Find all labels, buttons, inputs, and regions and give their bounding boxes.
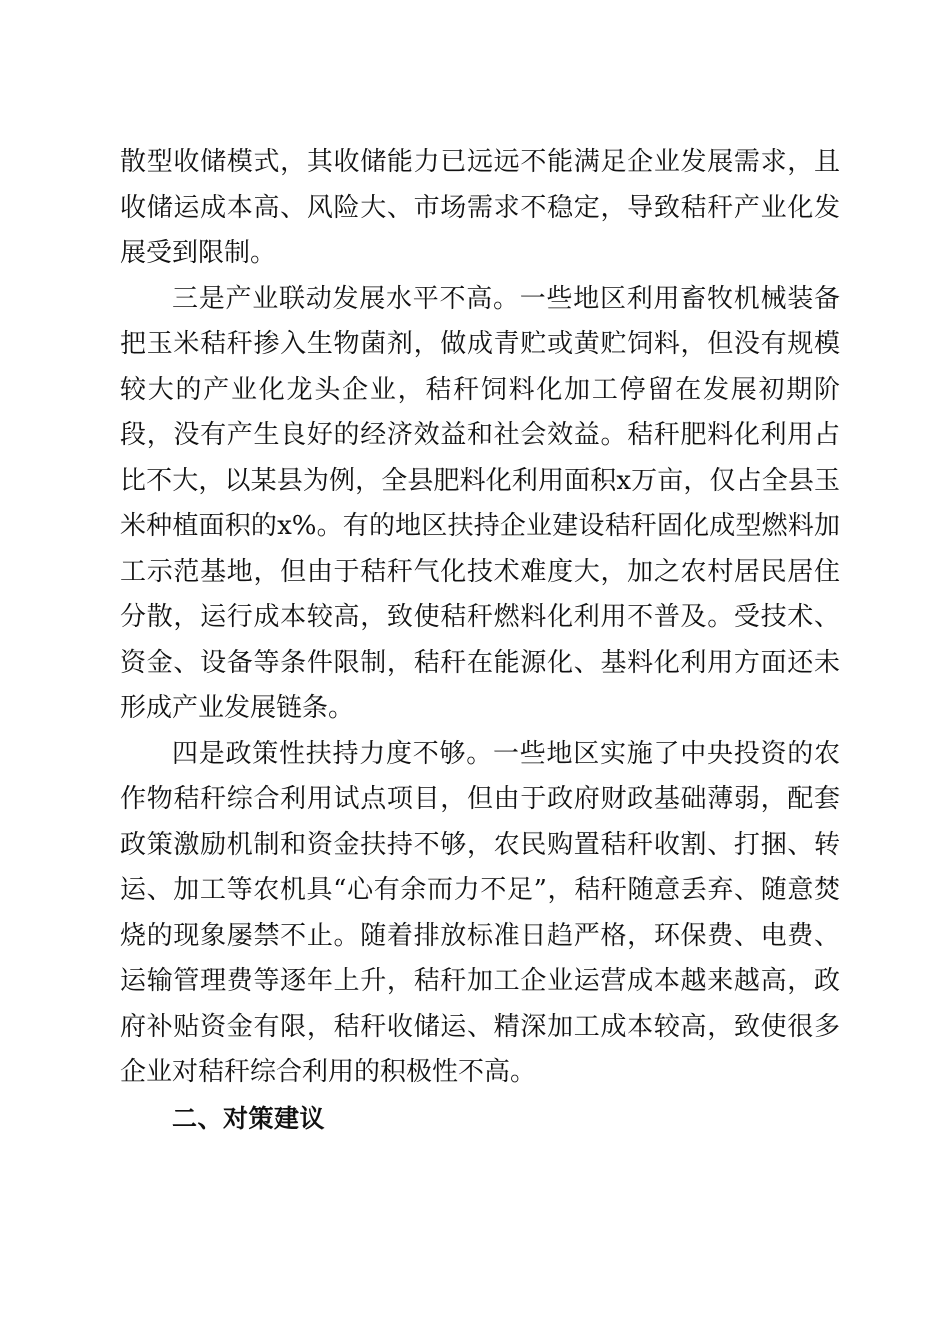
paragraph-text: 散型收储模式，其收储能力已远远不能满足企业发展需求，且收储运成本高、风险大、市场需求不稳定，导致秸秆产业化发展受到限制。 (120, 147, 840, 268)
section-heading: 二、对策建议 (172, 1103, 326, 1133)
paragraph-text: 一些地区利用畜牧机械装备把玉米秸秆掺入生物菌剂，做成青贮或黄贮饲料，但没有规模较大的产业化龙头企业，秸秆饲料化加工停留在发展初期阶段，没有产生良好的经济效益和社会效益。秸秆肥料化利用占比不大，以某县为例，全县肥料化利用面积x万亩，仅占全县玉米种植面积的x%。有的地区扶持企业建设秸秆固化成型燃料加工示范基地，但由于秸秆气化技术难度大，加之农村居民居住分散，运行成本较高，致使秸秆燃料化利用不普及。受技术、资金、设备等条件限制，秸秆在能源化、基料化利用方面还未形成产业发展链条。 (120, 283, 840, 723)
document-body (120, 140, 840, 1141)
paragraph-lead: 三是产业联动发展水平不高。 (172, 283, 520, 314)
paragraph-text: 一些地区实施了中央投资的农作物秸秆综合利用试点项目，但由于政府财政基础薄弱，配套政策激励机制和资金扶持不够，农民购置秸秆收割、打捆、转运、加工等农机具“心有余而力不足”，秸秆随意丢弃、随意焚烧的现象屡禁不止。随着排放标准日趋严格，环保费、电费、运输管理费等逐年上升，秸秆加工企业运营成本越来越高，政府补贴资金有限，秸秆收储运、精深加工成本较高，致使很多企业对秸秆综合利用的积极性不高。 (120, 738, 840, 1087)
paragraph-policy-support (120, 732, 840, 1096)
paragraph-continued (120, 140, 840, 277)
paragraph-lead: 四是政策性扶持力度不够。 (172, 738, 493, 769)
paragraph-industry-linkage (120, 277, 840, 732)
